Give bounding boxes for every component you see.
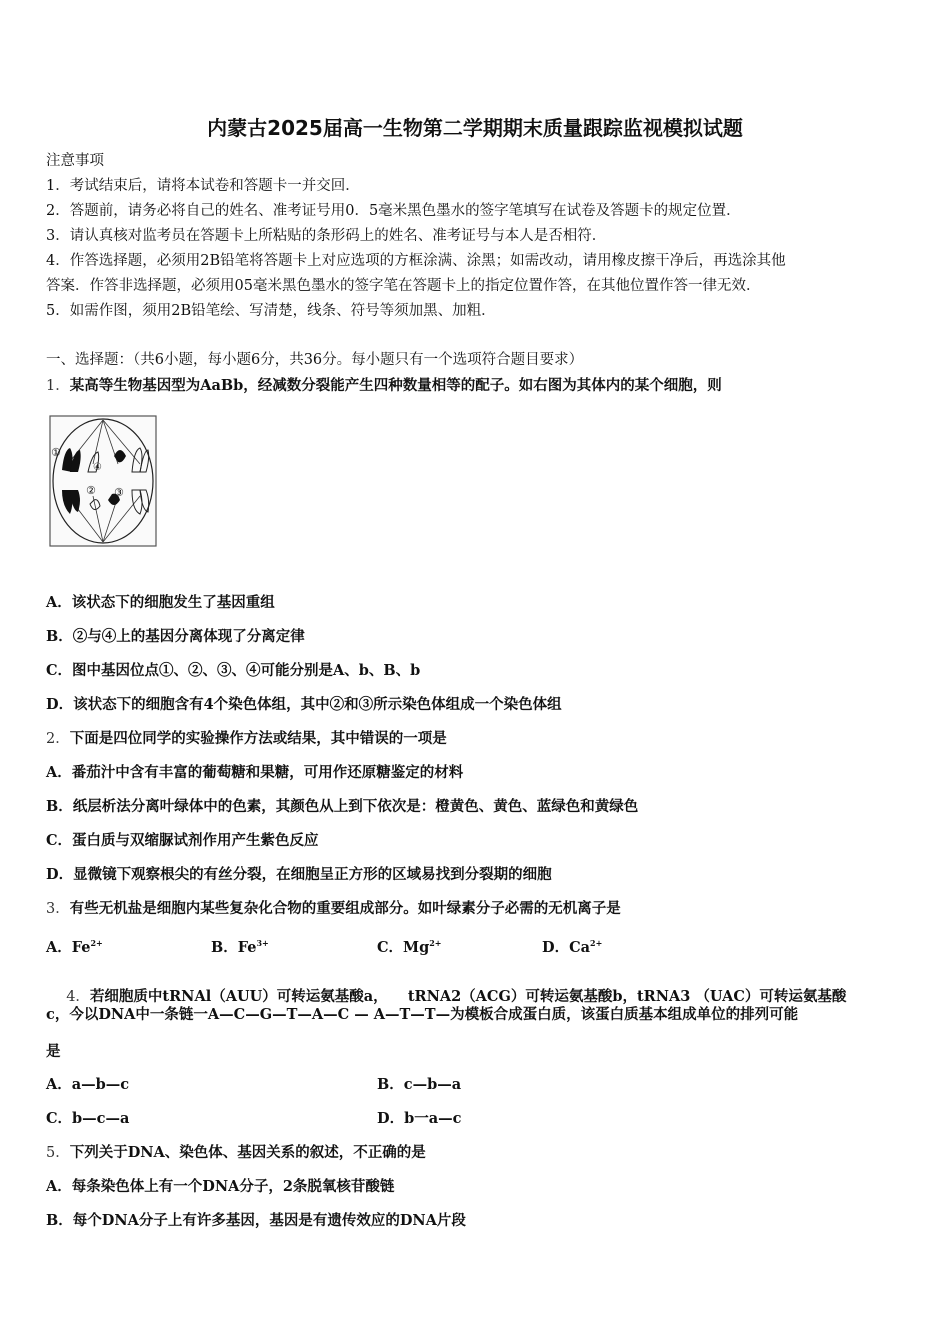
q5-option-a: A．每条染色体上有一个DNA分子，2条脱氧核苷酸链	[46, 1178, 395, 1195]
q5-option-b: B．每个DNA分子上有许多基因，基因是有遗传效应的DNA片段	[46, 1212, 466, 1229]
q1-option-a: A．该状态下的细胞发生了基因重组	[46, 594, 275, 611]
q4-option-d: D．b一a—c	[377, 1110, 462, 1127]
q4-number: 4．	[66, 989, 90, 1005]
q2-option-c: C．蛋白质与双缩脲试剂作用产生紫色反应	[46, 832, 319, 849]
q2-option-d: D．显微镜下观察根尖的有丝分裂，在细胞呈正方形的区域易找到分裂期的细胞	[46, 866, 552, 883]
notice-item-4: 4．作答选择题，必须用2B铅笔将答题卡上对应选项的方框涂满、涂黑；如需改动，请用橡皮擦干净后，再选涂其他	[46, 253, 786, 269]
q5-stem	[46, 1143, 916, 1163]
q2-option-b: B．纸层析法分离叶绿体中的色素，其颜色从上到下依次是：橙黄色、黄色、蓝绿色和黄绿色	[46, 798, 639, 815]
notice-item-3: 3．请认真核对监考员在答题卡上所粘贴的条形码上的姓名、准考证号与本人是否相符．	[46, 228, 607, 244]
q4-option-a: A．a—b—c	[46, 1076, 130, 1093]
q1-number: 1．	[46, 378, 70, 394]
q3-option-a: A．$Fe^{2+}$	[46, 938, 103, 956]
q1-stem	[46, 376, 916, 396]
q5-number: 5．	[46, 1145, 70, 1161]
q4-stem-text-1: 若细胞质中tRNAl（AUU）可转运氨基酸a， tRNA2（ACG）可转运氨基酸b，tRNA3 （UAC）可转运氨基酸	[89, 988, 847, 1005]
q4-stem-line-2: c，今以DNA中一条链一A—C—G—T—A—C — A—T—T—为模板合成蛋白质，该蛋白质基本组成单位的排列可能	[46, 1006, 799, 1023]
q4-option-b: B．c—b—a	[377, 1076, 462, 1093]
q1-option-d: D．该状态下的细胞含有4个染色体组，其中②和③所示染色体组成一个染色体组	[46, 696, 562, 713]
notice-heading: 注意事项	[46, 153, 104, 169]
figure-label-4: ④	[93, 462, 102, 473]
figure-label-3: ③	[114, 486, 124, 499]
notice-item-5: 5．如需作图，须用2B铅笔绘、写清楚，线条、符号等须加黑、加粗．	[46, 303, 496, 319]
q2-option-a: A．番茄汁中含有丰富的葡萄糖和果糖，可用作还原糖鉴定的材料	[46, 764, 464, 781]
notice-item-4-cont: 答案．作答非选择题，必须用05毫米黑色墨水的签字笔在答题卡上的指定位置作答，在其他位置作答一律无效．	[46, 278, 761, 294]
q4-option-c: C．b—c—a	[46, 1110, 130, 1127]
q1-option-b: B．②与④上的基因分离体现了分离定律	[46, 628, 305, 645]
q1-option-c: C．图中基因位点①、②、③、④可能分别是A、b、B、b	[46, 662, 421, 679]
q1-stem-text: 某高等生物基因型为AaBb，经减数分裂能产生四种数量相等的配子。如右图为其体内的某个细胞，则	[69, 377, 722, 394]
q2-number: 2．	[46, 731, 70, 747]
figure-label-2: ②	[86, 484, 96, 497]
q2-stem-text: 下面是四位同学的实验操作方法或结果，其中错误的一项是	[69, 730, 447, 747]
cell-diagram-figure	[48, 414, 158, 548]
q3-option-c: C．$Mg^{2+}$	[377, 938, 442, 956]
q3-number: 3．	[46, 901, 70, 917]
q3-option-b: B．$Fe^{3+}$	[211, 938, 269, 956]
q2-stem	[46, 729, 916, 749]
notice-item-2: 2．答题前，请务必将自己的姓名、准考证号用0．5毫米黑色墨水的签字笔填写在试卷及答题卡的规定位置．	[46, 203, 741, 219]
q3-option-d: D．$Ca^{2+}$	[542, 938, 603, 956]
exam-title: 内蒙古2025届高一生物第二学期期末质量跟踪监视模拟试题	[207, 116, 743, 140]
section-heading: 一、选择题：（共6小题，每小题6分，共36分。每小题只有一个选项符合题目要求）	[46, 352, 584, 368]
figure-label-1: ①	[51, 446, 61, 459]
q5-stem-text: 下列关于DNA、染色体、基因关系的叙述，不正确的是	[69, 1144, 426, 1161]
notice-item-1: 1．考试结束后，请将本试卷和答题卡一并交回．	[46, 178, 360, 194]
q3-stem	[46, 899, 916, 919]
q3-stem-text: 有些无机盐是细胞内某些复杂化合物的重要组成部分。如叶绿素分子必需的无机离子是	[69, 900, 621, 917]
q4-stem-line-3: 是	[46, 1043, 61, 1060]
